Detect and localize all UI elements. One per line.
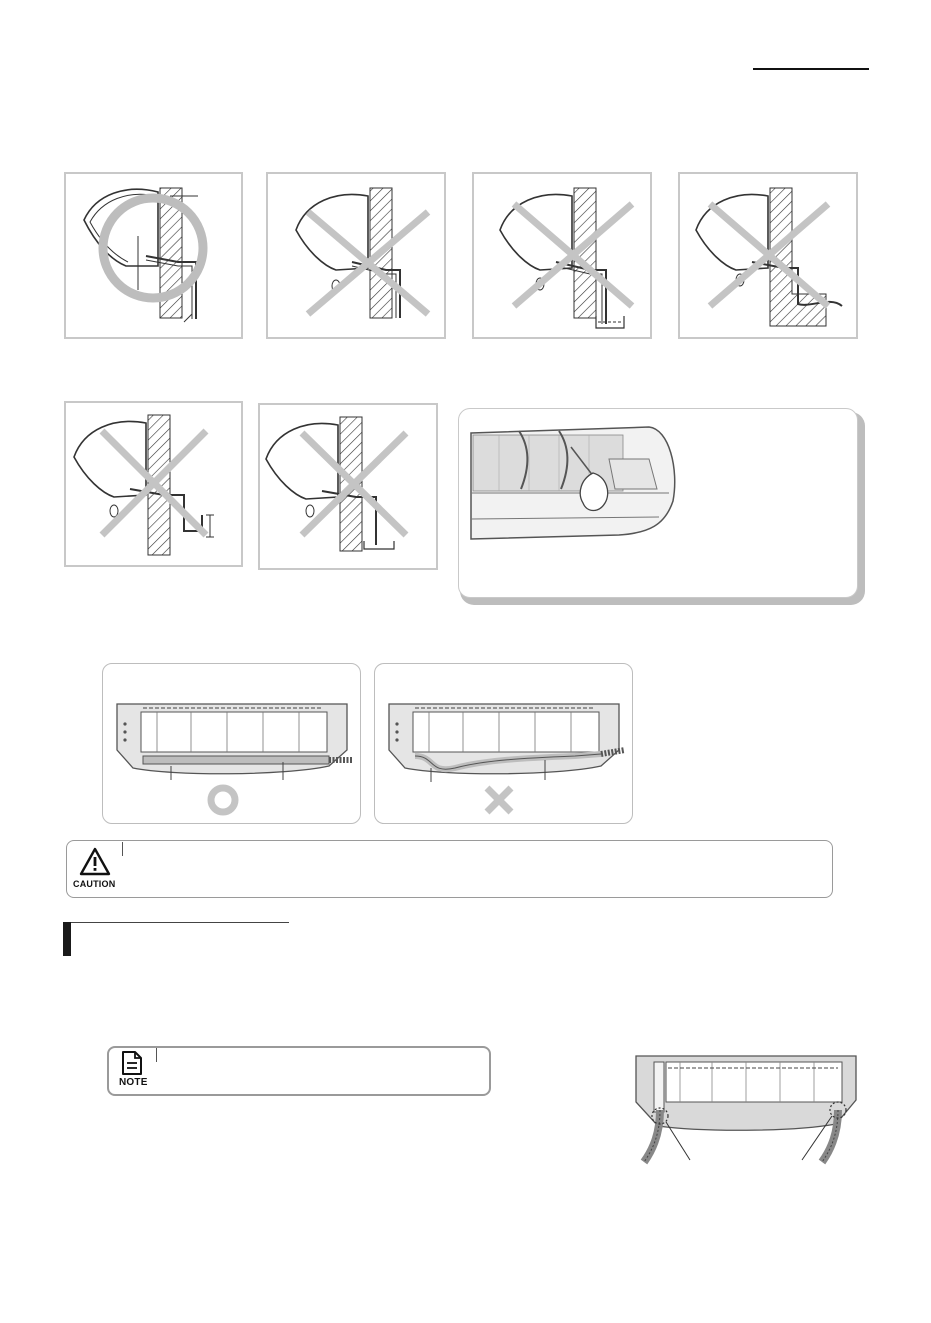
hose-routing-correct [102,663,361,824]
note-divider [156,1048,157,1062]
caution-label: CAUTION [73,879,116,889]
drain-diagram-correct [64,172,243,339]
indoor-unit-bottom-illustration [632,1052,860,1166]
caution-divider [122,842,123,856]
note-box [107,1046,491,1096]
caution-box [66,840,833,898]
warning-triangle-icon [79,847,111,877]
drain-diagram-wavy-hose [678,172,858,339]
drain-diagram-upward-slope [266,172,446,339]
indoor-unit-water-illustration [459,409,858,598]
drain-diagram-end-in-gutter [258,403,438,570]
drain-diagram-trap-rise [64,401,243,567]
ok-circle-icon [103,198,203,298]
drain-diagram-end-in-water [472,172,652,339]
section-marker [63,922,71,956]
header-rule [753,68,869,70]
hose-routing-incorrect [374,663,633,824]
section-rule [71,922,289,923]
note-document-icon [121,1051,143,1075]
ok-circle-icon [211,788,235,812]
water-pour-callout [458,408,858,598]
note-label: NOTE [119,1077,148,1088]
